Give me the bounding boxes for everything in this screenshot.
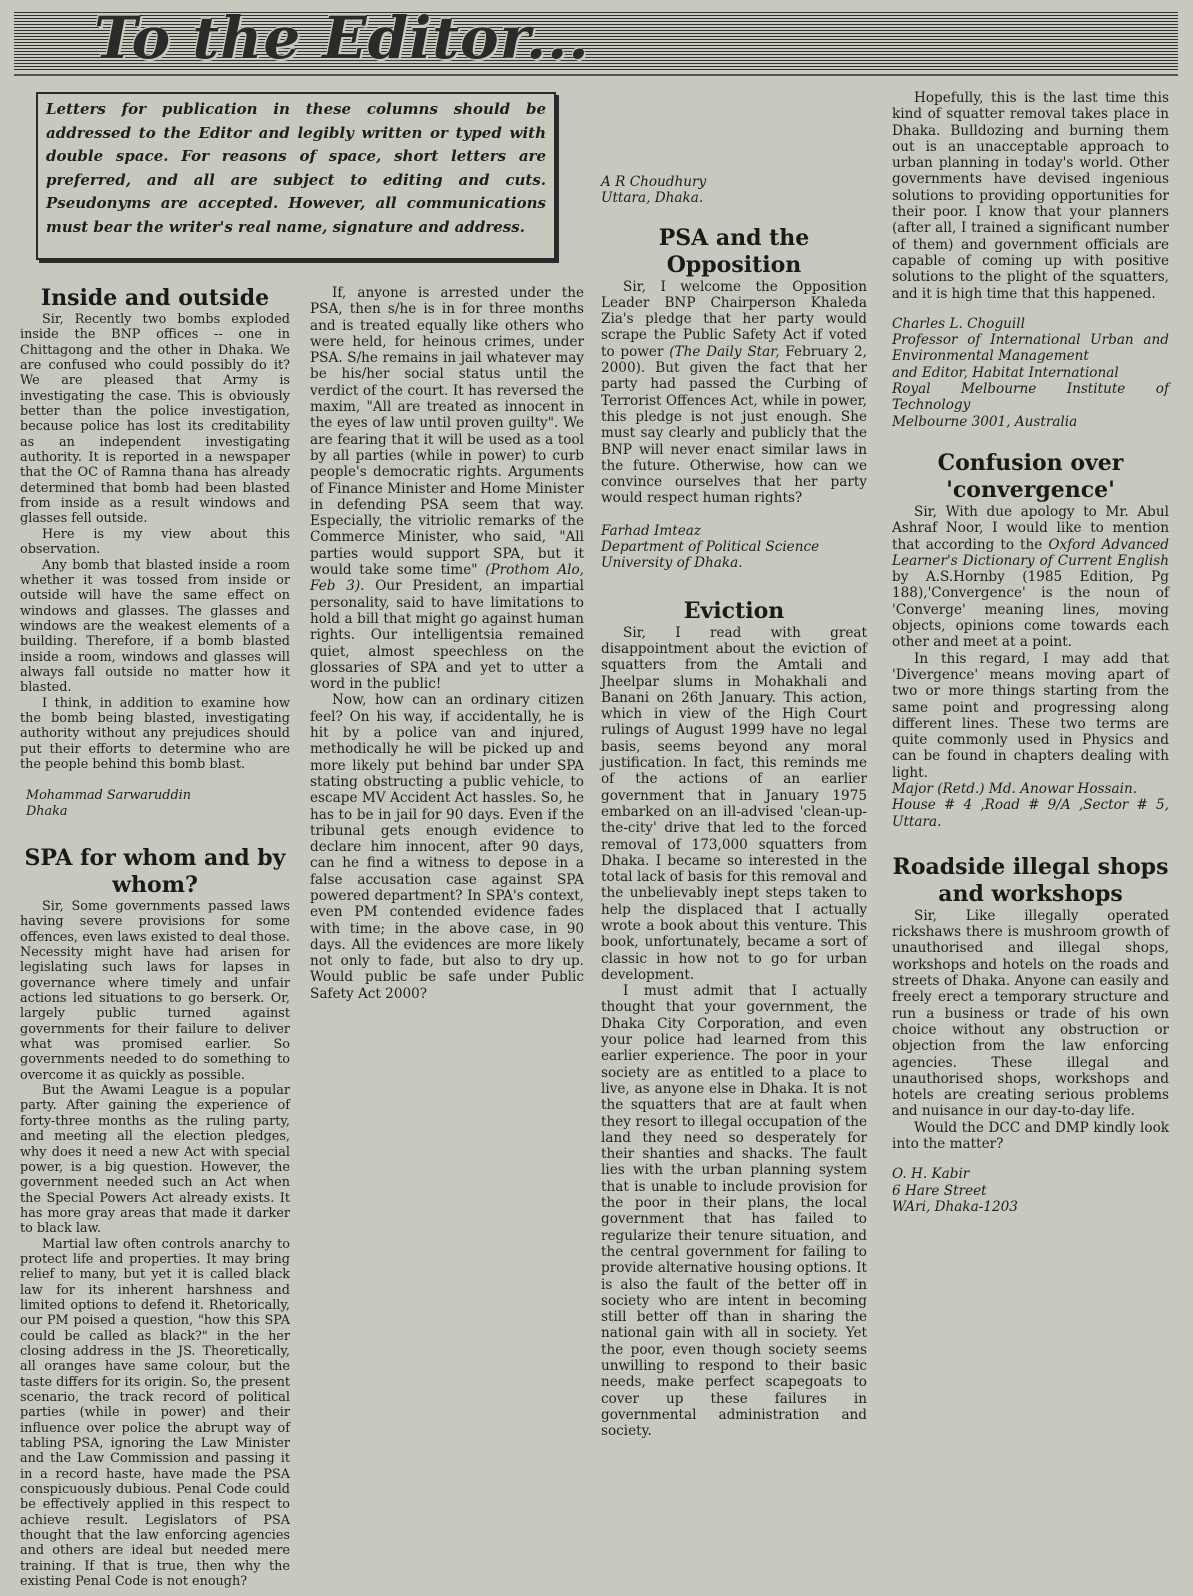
- letter-paragraph: Sir, Some governments passed laws having severe provisions for some offences, even laws existed to deal those. Necessity might have had arisen for legislating such laws for lapses in governance where timely and unfair actions led situations to go berserk. Or, largely public turned against governments for their failure to deliver what was promised earlier. So governments needed to do something to overcome it as quickly as possible.: [20, 899, 290, 1083]
- column-4: [892, 90, 1169, 1215]
- column-1: [20, 285, 290, 1589]
- letter-title-inside-outside: Inside and outside: [40, 285, 270, 311]
- letter-text: Sir, With due apology to Mr. Abul Ashraf Noor, I would like to mention that according to the: [892, 503, 1169, 553]
- letter-paragraph: I must admit that I actually thought that your government, the Dhaka City Corporation, and even your police had learned from this earlier experience. The poor in your society are as entitled to a place to live, as anyone else in Dhaka. It is not the squatters that are at fault when they resort to illegal occupation of the land they need so desperately for their shanties and shacks. The fault lies with the urban planning system that is unable to include provision for the poor in their plans, the local government that has failed to regularize their tenure situation, and the central government for failing to provide alternative housing options. It is also the fault of the better off in society who are intent in becoming still better off than in sharing the national gain with all in society. Yet the poor, even though society seems unwilling to respond to their basic needs, make perfect scapegoats to cover up these failures in governmental administration and society.: [601, 983, 867, 1440]
- column-2: [310, 285, 584, 1002]
- letter-signature-city: Melbourne 3001, Australia: [892, 413, 1078, 430]
- source-citation: (The Daily Star,: [669, 343, 780, 360]
- letter-signature-place: Dhaka: [26, 803, 68, 819]
- letter-paragraph: Here is my view about this observation.: [20, 526, 290, 558]
- letter-title-convergence: Confusion over 'convergence': [937, 449, 1124, 503]
- letter-paragraph: Would the DCC and DMP kindly look into the matter?: [892, 1119, 1169, 1153]
- letter-signature-title: Professor of International Urban and Environmental Management: [892, 332, 1169, 365]
- letter-paragraph: But the Awami League is a popular party. After gaining the experience of forty-three months as the ruling party, and meeting all the election pledges, why does it need a new Act with special power, is a big question. However, the government needed such an Act when the Special Powers Act already exists. It has more gray areas that made it darker to black law.: [20, 1083, 290, 1237]
- letter-signature-city: WAri, Dhaka-1203: [892, 1198, 1018, 1215]
- letter-paragraph: [310, 285, 584, 692]
- source-citation: (Prothom Alo, Feb 3): [310, 562, 584, 595]
- letter-signature-name: Mohammad Sarwaruddin: [26, 788, 192, 804]
- letter-signature-title: and Editor, Habitat International: [892, 364, 1119, 381]
- masthead-rule: [14, 74, 1178, 76]
- letter-paragraph: Sir, Like illegally operated rickshaws there is mushroom growth of unauthorised and illegal shops, workshops and hotels on the roads and streets of Dhaka. Anyone can easily and freely erect a temporary structure and run a business or trade of his own choice without any obstruction or objection from the law enforcing agencies. These illegal and unauthorised shops, workshops and hotels are creating serious problems and nuisance in our day-to-day life.: [892, 907, 1169, 1120]
- letter-text: Sir, I welcome the Opposition Leader BNP Chairperson Khaleda Zia's pledge that her party would scrape the Public Safety Act if voted to power: [601, 278, 867, 360]
- letter-paragraph: Sir, I read with great disappointment about the eviction of squatters from the Amtali and Jheelpar slums in Mohakhali and Banani on 26th January. This action, which in view of the High Court rulings of August 1999 have no legal basis, seems beyond any moral justification. In fact, this reminds me of the actions of an earlier government that in January 1975 embarked on an ill-advised 'clean-up-the-city' drive that led to the forced removal of 173,000 squatters from Dhaka. I became so interested in the total lack of basis for this removal and the unbelievably inept steps taken to help the displaced that I actually wrote a book about this venture. This book, unfortunately, became a sort of classic in how not to go for urban development.: [601, 624, 867, 983]
- letter-paragraph: Hopefully, this is the last time this kind of squatter removal takes place in Dhaka. Bulldozing and burning them out is an unacceptable approach to urban planning in today's world. Other governments have devised ingenious solutions to providing opportunities for their poor. I know that your planners (after all, I trained a significant number of them) and government officials are capable of coming up with positive solutions to the plight of the squatters, and it is high time that this happened.: [892, 90, 1169, 302]
- letter-title-eviction: Eviction: [683, 597, 785, 624]
- letter-paragraph: In this regard, I may add that 'Divergence' means moving apart of two or more things starting from the same point and progressing along different lines. These two terms are quite commonly used in Physics and can be found in chapters dealing with light.: [892, 650, 1169, 781]
- submission-notice: Letters for publication in these columns should be addressed to the Editor and legibly written or typed with double space. For reasons of space, short letters are preferred, and all are subject to editing and cuts. Pseudonyms are accepted. However, all communications must bear the writer's real name, signature and address.: [36, 92, 556, 260]
- letter-title-spa-whom: SPA for whom and by whom?: [24, 845, 286, 898]
- letter-title-roadside: Roadside illegal shops and workshops: [892, 853, 1169, 907]
- letter-signature-name: Major (Retd.) Md. Anowar Hossain.: [892, 780, 1138, 797]
- letter-paragraph: Martial law often controls anarchy to protect life and properties. It may bring relief to many, but yet it is called black law for its inherent harshness and limited options to defend it. Rhetorically, our PM poised a question, "how this SPA could be called as black?" in the her closing address in the JS. Theoretically, all oranges have same colour, but the taste differs for its origin. So, the present scenario, the track record of political parties (while in power) and their influence over police the abrupt way of tabling PSA, ignoring the Law Minister and the Law Commission and passing it in a record haste, have made the PSA conspicuously dubious. Penal Code could be effectively applied in this respect to achieve result. Legislators of PSA thought that the law enforcing agencies and others are ideal but needed mere training. If that is true, then why the existing Penal Code is not enough?: [20, 1236, 290, 1590]
- letter-paragraph: Any bomb that blasted inside a room whether it was tossed from inside or outside will have the same effect on windows and glasses. The glasses and windows are the weakest elements of a building. Therefore, if a bomb blasted inside a room, windows and glasses will always fall outside no matter how it blasted.: [20, 557, 290, 696]
- letter-paragraph: [601, 279, 867, 507]
- letter-signature-address: House # 4 ,Road # 9/A ,Sector # 5, Uttara.: [892, 797, 1169, 830]
- column-3: [601, 90, 867, 1439]
- letter-paragraph: I think, in addition to examine how the bomb being blasted, investigating authority without any prejudices should put their efforts to determine who are the people behind this bomb blast.: [20, 695, 290, 772]
- letter-signature-name: Charles L. Choguill: [892, 315, 1025, 332]
- letter-signature-name: Farhad Imteaz: [601, 522, 702, 539]
- letter-paragraph: Sir, Recently two bombs exploded inside the BNP offices -- one in Chittagong and the other in Dhaka. We are confused who could possibly do it? We are pleased that Army is investigating the case. This is obviously better than the police investigation, because police has lost its creditability as an independent investigating authority. It is reported in a newspaper that the OC of Ramna thana has already determined that bomb had been blasted from inside as a result windows and glasses fell outside.: [20, 312, 290, 527]
- letter-signature-street: 6 Hare Street: [892, 1182, 987, 1199]
- letter-signature-place: Uttara, Dhaka.: [601, 190, 704, 207]
- letter-text: . Our President, an impartial personality, said to have limitations to hold a bill that might go against human rights. Our intelligentsia remained quiet, almost speechless on the glossaries of SPA and yet to utter a word in the public!: [310, 578, 584, 693]
- masthead-banner: [14, 12, 1178, 72]
- source-date: February 2, 2000): [601, 343, 867, 377]
- letter-text: If, anyone is arrested under the PSA, then s/he is in for three months and is treated equally like others who were held, for heinous crimes, under PSA. S/he remains in jail whatever may be his/her social status until the verdict of the court. It has reversed the maxim, "All are treated as innocent in the eyes of law until proven guilty". We are fearing that it will be used as a tool by all parties (while in power) to curb people's democratic rights. Arguments of Finance Minister and Home Minister in defending PSA seem that way. Especially, the vitriolic remarks of the Commerce Minister, who said, "All parties would support SPA, but it would take some time": [310, 285, 584, 579]
- letter-text: by A.S.Hornby (1985 Edition, Pg 188),'Convergence' is the noun of 'Converge' meaning lines, moving objects, opinions come towards each other and meet at a point.: [892, 569, 1169, 651]
- letter-signature-univ: University of Dhaka.: [601, 555, 743, 572]
- letter-signature-institute: Royal Melbourne Institute of Technology: [892, 381, 1169, 414]
- letter-title-psa-opposition: PSA and the Opposition: [658, 224, 810, 278]
- letter-signature-dept: Department of Political Science: [601, 539, 820, 556]
- letter-paragraph: Now, how can an ordinary citizen feel? On his way, if accidentally, he is hit by a police van and injured, methodically he will be picked up and more likely put behind bar under SPA stating obstructing a public vehicle, to escape MV Accident Act hassles. So, he has to be in jail for 90 days. Even if the tribunal gets enough evidence to declare him innocent, after 90 days, can he find a witness to depose in a false accusation case against SPA powered department? In SPA's context, even PM contended evidence fades with time; in the above case, in 90 days. All the evidences are more likely not only to fade, but also to dry up. Would public be safe under Public Safety Act 2000?: [310, 692, 584, 1002]
- book-title: Oxford Advanced Learner's Dictionary of Current English: [892, 536, 1169, 569]
- letter-text: . But given the fact that her party had passed the Curbing of Terrorist Offences Act, while in power, this pledge is not just enough. She must say clearly and publicly that the BNP will never enact similar laws in the future. Otherwise, how can we convince ourselves that her party would respect human rights?: [601, 360, 867, 507]
- letter-signature-name: O. H. Kabir: [892, 1166, 970, 1183]
- letter-paragraph: [892, 504, 1169, 651]
- masthead-title: To the Editor...: [94, 12, 590, 72]
- letter-signature-name: A R Choudhury: [601, 174, 707, 190]
